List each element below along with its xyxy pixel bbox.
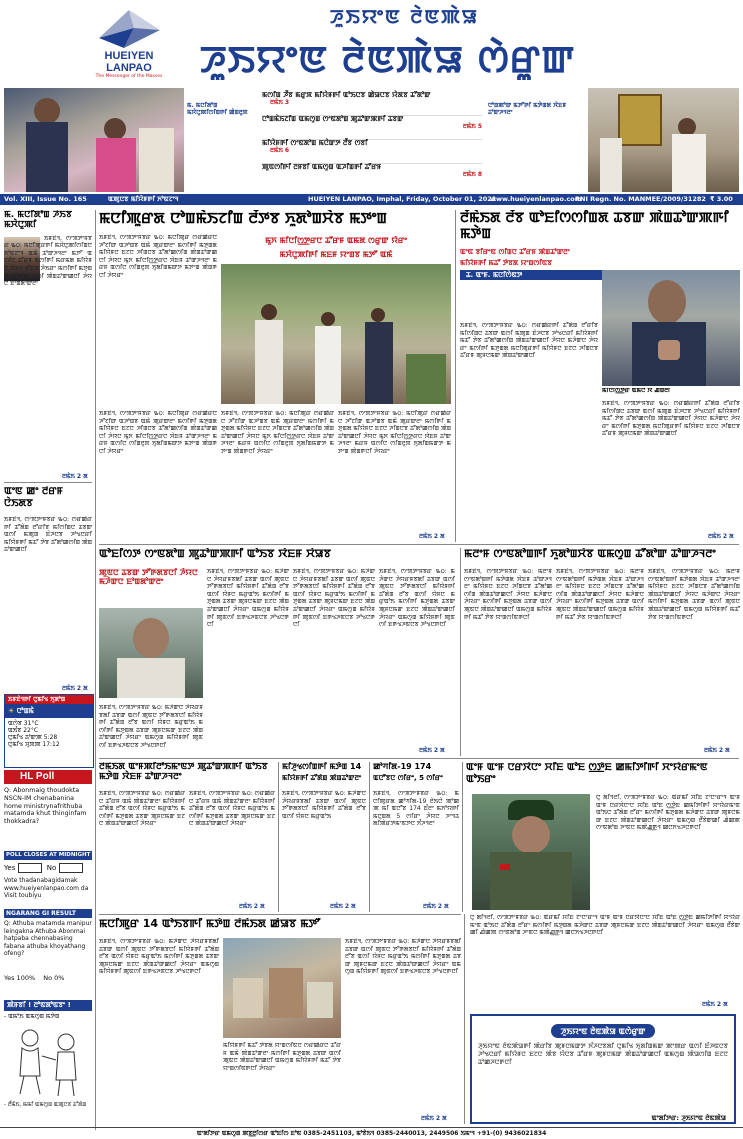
minister-photo-caption: ꯃꯤꯅꯤꯁ꯭ꯇꯔ ꯑꯃꯅ ꯋꯥ ꯉꯥꯡꯂꯤ: [602, 388, 671, 394]
covid-cont[interactable]: ꯂꯃꯥꯏ 2 ꯗ: [423, 903, 449, 910]
right-byline: ꯊ. ꯑꯦꯝ. ꯃꯅꯤꯁꯥꯟꯇ: [460, 270, 606, 280]
mid-right-body-col1: ꯏꯝꯐꯥꯜ, ꯁꯦꯞꯇꯦꯝꯕꯔ ꯳꯰: ꯃꯂꯦꯝ ꯁꯦꯟꯗꯣꯡꯒꯤ ꯃꯇꯥꯡꯗ ꯋꯥꯐꯝ ꯊꯣꯛꯍꯜꯂꯦ ꯃꯤꯌꯥꯝꯅ ꯐꯖꯅ ꯍꯤꯡꯅꯕ ꯊꯧꯗꯣꯀꯁꯤꯡ ꯄꯥꯡꯊꯣꯛꯀꯅꯤ ꯍꯥꯌꯅ ꯃꯍꯥꯛꯅ ꯍꯥꯌꯔꯦ ꯃꯁꯤꯒꯤ ꯃꯇꯨꯡꯗ ꯊꯕꯛ ꯑꯁꯤ ꯄꯨꯟꯅ ꯄꯥꯡꯊꯣꯛꯀꯅꯤ ꯑꯃꯁꯨꯡ ꯃꯤꯌꯥꯝꯒꯤ ꯃꯊꯧ ꯇꯥꯕ ꯌꯦꯡꯁꯤꯟꯒꯅꯤ: [464, 568, 552, 621]
dateline-tagline: ꯑꯄꯨꯅꯕ ꯃꯤꯌꯥꯝꯒꯤ ꯈꯣꯟꯖꯦꯜ: [108, 195, 179, 203]
covid-story: [373, 762, 459, 912]
right-cont[interactable]: ꯂꯃꯥꯏ 2 ꯗ: [708, 533, 734, 540]
website-link[interactable]: www.hueiyenlanpao.com: [490, 195, 582, 203]
poll-yes-checkbox[interactable]: [18, 863, 42, 873]
left-byline-title: ꯃ. ꯃꯅꯤꯗꯣꯡ ꯍꯥꯏꯕ ꯃꯆꯥꯅꯨꯄꯤ: [4, 210, 72, 231]
cartoon-caption-bottom: - ꯂꯩꯃꯥꯏ, ꯃꯃꯤ ꯑꯃꯁꯨꯡ ꯑꯄꯨꯅꯕ ꯊꯧꯗꯥꯡ: [4, 1102, 87, 1108]
teaser-item[interactable]: ꯃꯤꯌꯥꯝꯒꯤ ꯁꯦꯟꯗꯣꯡ ꯃꯅꯥꯛꯇ ꯂꯩꯕ ꯁꯕꯤ ꯂꯃꯥꯏ 6: [262, 140, 482, 164]
weather-line: ꯅꯨꯃꯤꯠ ꯊꯣꯛꯄ 5:28: [8, 734, 58, 741]
army-headline[interactable]: ꯑꯦꯝ ꯑꯦꯝ ꯅꯔꯋꯥꯅꯦ ꯆꯤꯐ ꯑꯣꯐ ꯁ꯭ꯇꯥꯐ ꯀꯃꯤꯇꯤꯒꯤ ꯆꯦꯌꯥꯔꯃꯦꯟ ꯑꯣꯏꯔꯦ: [466, 762, 708, 785]
poll-title: HL Poll: [4, 770, 92, 784]
weather-header: ꯏꯝꯐꯥꯜꯒꯤ ꯅꯨꯃꯤꯠ ꯈꯨꯗꯣꯡ: [5, 695, 93, 704]
price: ₹ 3.00: [710, 195, 733, 203]
weather-line: ꯑꯏꯪꯕ 22°C: [8, 727, 39, 734]
lead-body-col1: ꯏꯝꯐꯥꯜ, ꯁꯦꯞꯇꯦꯝꯕꯔ ꯳꯰: ꯃꯅꯤꯄꯨꯔ ꯁꯔꯀꯥꯔꯅ ꯍꯧꯖꯤꯛ ꯑꯍꯣꯡꯕ ꯑꯃꯥ ꯄꯨꯔꯛꯂꯦ ꯃꯁꯤꯒꯤ ꯃꯇꯨꯡꯗ ꯃꯤꯌꯥꯝꯅ ꯐꯖꯅ ꯍꯤꯡꯅꯕ ꯊꯧꯗꯣꯀꯁꯤꯡ ꯄꯥꯡꯊꯣꯛꯀꯅꯤ ꯍꯥꯌꯅ ꯃꯨꯈ ꯃꯤꯅꯤꯁ꯭ꯇꯔꯅ ꯋꯥꯐꯝ ꯊꯣꯛꯍꯜꯂꯦ ꯃꯔꯝ ꯑꯁꯤꯅ ꯁꯤꯡꯂꯨꯞ ꯈꯨꯗꯤꯡꯃꯛꯇ ꯃꯇꯦꯡ ꯄꯥꯡꯒꯅꯤ ꯍꯥꯌꯔꯦ: [99, 234, 217, 279]
lead-photo-caption-2: ꯃꯆꯥꯅꯨꯄꯤꯒꯤ ꯃꯐꯝ ꯌꯦꯡꯕ ꯃꯇꯧ ꯑꯃꯥ: [279, 250, 393, 259]
teaser-item[interactable]: ꯃꯁꯤꯡ ꯍꯩꯕ ꯃꯔꯨꯞ ꯃꯤꯌꯥꯝꯒꯤ ꯑꯣꯏꯅꯕ ꯀꯥꯎꯅꯕ ꯌꯥꯗꯕ ꯊꯧꯗꯣꯛ ꯂꯃꯥꯏ 3: [262, 92, 482, 116]
mid-left-body-col2: ꯏꯝꯐꯥꯜ, ꯁꯦꯞꯇꯦꯝꯕꯔ ꯳꯰: ꯃꯍꯥꯛꯅ ꯍꯥꯌꯔꯝꯕꯗꯤ ꯊꯕꯛ ꯑꯁꯤ ꯄꯨꯟꯅ ꯇꯧꯒꯗꯕꯅꯤ ꯃꯤꯌꯥꯝꯒꯤ ꯊꯧꯗꯥꯡ ꯂꯧꯕ ꯑꯁꯤ ꯌꯥꯝꯅ ꯃꯔꯨꯑꯣꯏ ꯃꯁꯤꯒꯤ ꯃꯇꯨꯡꯗ ꯊꯕꯛ ꯄꯨꯝꯅꯃꯛ ꯐꯖꯅ ꯄꯥꯡꯊꯣꯛꯀꯅꯤ ꯍꯥꯌꯔꯦ ꯑꯃꯁꯨꯡ ꯃꯤꯌꯥꯝꯒꯤ ꯄꯨꯟꯁꯤ ꯐꯒꯠꯍꯟꯅꯕ ꯍꯣꯠꯅꯒꯅꯤ: [207, 568, 289, 629]
right-body-col1: ꯏꯝꯐꯥꯜ, ꯁꯦꯞꯇꯦꯝꯕꯔ ꯳꯰: ꯁꯔꯀꯥꯔꯒꯤ ꯊꯧꯗꯥꯡ ꯂꯧꯔꯤꯕ ꯃꯤꯁꯤꯡꯅ ꯊꯕꯛ ꯑꯁꯤ ꯃꯄꯨꯡ ꯐꯥꯍꯅꯕ ꯍꯣꯠꯅꯔꯤ ꯃꯤꯌꯥꯝꯒꯤ ꯃꯊꯧ ꯇꯥꯕ ꯊꯧꯗꯣꯀꯁꯤꯡ ꯄꯥꯡꯊꯣꯛꯀꯅꯤ ꯍꯥꯌꯅ ꯃꯍꯥꯛꯅ ꯍꯥꯌꯔꯦ ꯃꯁꯤꯒꯤ ꯃꯇꯨꯡꯗ ꯃꯅꯤꯄꯨꯔꯒꯤ ꯃꯤꯌꯥꯝꯅ ꯐꯖꯅ ꯍꯤꯡꯅꯕ ꯊꯧꯔꯝ ꯄꯨꯝꯅꯃꯛ ꯄꯥꯡꯊꯣꯛꯀꯅꯤ: [460, 322, 598, 360]
lead-body-col3: ꯏꯝꯐꯥꯜ, ꯁꯦꯞꯇꯦꯝꯕꯔ ꯳꯰: ꯃꯅꯤꯄꯨꯔ ꯁꯔꯀꯥꯔꯅ ꯍꯧꯖꯤꯛ ꯑꯍꯣꯡꯕ ꯑꯃꯥ ꯄꯨꯔꯛꯂꯦ ꯃꯁꯤꯒꯤ ꯃꯇꯨꯡꯗ ꯃꯤꯌꯥꯝꯅ ꯐꯖꯅ ꯍꯤꯡꯅꯕ ꯊꯧꯗꯣꯀꯁꯤꯡ ꯄꯥꯡꯊꯣꯛꯀꯅꯤ ꯍꯥꯌꯅ ꯃꯨꯈ ꯃꯤꯅꯤꯁ꯭ꯇꯔꯅ ꯋꯥꯐꯝ ꯊꯣꯛꯍꯜꯂꯦ ꯃꯔꯝ ꯑꯁꯤꯅ ꯁꯤꯡꯂꯨꯞ ꯈꯨꯗꯤꯡꯃꯛꯇ ꯃꯇꯦꯡ ꯄꯥꯡꯒꯅꯤ ꯍꯥꯌꯔꯦ: [221, 410, 334, 455]
mid-left-story: [99, 548, 456, 756]
volume-issue: Vol. XIII, Issue No. 165: [4, 195, 87, 203]
right-kicker-2: ꯃꯤꯌꯥꯝꯒꯤ ꯃꯊꯧ ꯇꯥꯕꯗ ꯌꯦꯡꯁꯤꯟꯕ: [460, 259, 552, 268]
notice-signature: ꯑꯦꯗꯤꯇꯔ: ꯍꯨꯏꯌꯦꯟ ꯂꯥꯟꯄꯥꯎ: [651, 1114, 726, 1122]
left-story-1-cont[interactable]: ꯂꯃꯥꯏ 2 ꯗ: [62, 473, 88, 480]
teaser-item[interactable]: ꯄꯨꯟꯁꯤꯒꯤ ꯂꯝꯕꯤ ꯑꯃꯁꯨꯡ ꯑꯍꯤꯡꯒꯤ ꯊꯧꯔꯝ ꯂꯃꯥꯏ 8: [262, 163, 482, 178]
left-story-2-cont[interactable]: ꯂꯃꯥꯏ 2 ꯗ: [62, 685, 88, 692]
bottom-headline[interactable]: ꯃꯅꯤꯄꯨꯔ 14 ꯑꯣꯏꯕꯒꯤ ꯃꯇꯥꯡ ꯂꯩꯃꯥꯏꯗ ꯀꯥꯎꯕ ꯃꯇꯧ: [99, 918, 321, 930]
bottom-cont[interactable]: ꯂꯃꯥꯏ 2 ꯗ: [421, 1115, 447, 1122]
poll-result-title: NGARANG GI RESULT: [4, 909, 92, 918]
right-story: [460, 210, 740, 542]
cartoon-caption-top: - ꯑꯃꯣꯏ ꯑꯃꯁꯨꯡ ꯃꯇꯥꯡ: [4, 1013, 60, 1020]
army-chief-photo: [472, 794, 590, 910]
mid-right-headline[interactable]: ꯃꯂꯦꯝ ꯁꯦꯟꯗꯣꯡꯒꯤ ꯈꯨꯗꯣꯡꯆꯥꯕ ꯑꯃꯁꯨꯡ ꯊꯧꯗꯣꯛ ꯊꯣꯛꯍꯜꯂꯦ: [464, 548, 716, 560]
lower-mid-story: [282, 762, 366, 912]
mid-right-body-col2: ꯏꯝꯐꯥꯜ, ꯁꯦꯞꯇꯦꯝꯕꯔ ꯳꯰: ꯃꯂꯦꯝ ꯁꯦꯟꯗꯣꯡꯒꯤ ꯃꯇꯥꯡꯗ ꯋꯥꯐꯝ ꯊꯣꯛꯍꯜꯂꯦ ꯃꯤꯌꯥꯝꯅ ꯐꯖꯅ ꯍꯤꯡꯅꯕ ꯊꯧꯗꯣꯀꯁꯤꯡ ꯄꯥꯡꯊꯣꯛꯀꯅꯤ ꯍꯥꯌꯅ ꯃꯍꯥꯛꯅ ꯍꯥꯌꯔꯦ ꯃꯁꯤꯒꯤ ꯃꯇꯨꯡꯗ ꯊꯕꯛ ꯑꯁꯤ ꯄꯨꯟꯅ ꯄꯥꯡꯊꯣꯛꯀꯅꯤ ꯑꯃꯁꯨꯡ ꯃꯤꯌꯥꯝꯒꯤ ꯃꯊꯧ ꯇꯥꯕ ꯌꯦꯡꯁꯤꯟꯒꯅꯤ: [556, 568, 644, 621]
top-left-photo: [4, 88, 184, 192]
bottom-body-col1: ꯏꯝꯐꯥꯜ, ꯁꯦꯞꯇꯦꯝꯕꯔ ꯳꯰: ꯃꯍꯥꯛꯅ ꯍꯥꯌꯔꯝꯕꯗꯤ ꯊꯕꯛ ꯑꯁꯤ ꯄꯨꯟꯅ ꯇꯧꯒꯗꯕꯅꯤ ꯃꯤꯌꯥꯝꯒꯤ ꯊꯧꯗꯥꯡ ꯂꯧꯕ ꯑꯁꯤ ꯌꯥꯝꯅ ꯃꯔꯨꯑꯣꯏ ꯃꯁꯤꯒꯤ ꯃꯇꯨꯡꯗ ꯊꯕꯛ ꯄꯨꯝꯅꯃꯛ ꯐꯖꯅ ꯄꯥꯡꯊꯣꯛꯀꯅꯤ ꯍꯥꯌꯔꯦ ꯑꯃꯁꯨꯡ ꯃꯤꯌꯥꯝꯒꯤ ꯄꯨꯟꯁꯤ ꯐꯒꯠꯍꯟꯅꯕ ꯍꯣꯠꯅꯒꯅꯤ: [99, 938, 219, 976]
poll-result-question: Q: Athuba matamda manipur leingakna Athuba Abonmai hatpaba chennabasing fabana athuba khoyathang ofeng?: [4, 920, 92, 957]
army-body-col1: ꯅꯨ ꯗꯤꯜꯂꯤ, ꯁꯦꯞꯇꯦꯝꯕꯔ ꯳꯰: ꯑꯥꯔꯃꯤ ꯆꯤꯐ ꯖꯦꯅꯦꯔꯦꯜ ꯑꯦꯝ ꯑꯦꯝ ꯅꯔꯋꯥꯅꯦꯅ ꯆꯤꯐ ꯑꯣꯐ ꯁ꯭ꯇꯥꯐ ꯀꯃꯤꯇꯤꯒꯤ ꯆꯦꯌꯥꯔꯃꯦꯟ ꯑꯣꯏꯅ ꯊꯧꯗꯥꯡ ꯂꯧꯔꯦ ꯃꯁꯤꯒꯤ ꯃꯇꯨꯡꯗ ꯃꯍꯥꯛꯅ ꯊꯕꯛ ꯄꯨꯝꯅꯃꯛ ꯐꯖꯅ ꯄꯥꯡꯊꯣꯛꯀꯅꯤ ꯍꯥꯌꯔꯦ ꯑꯃꯁꯨꯡ ꯂꯩꯕꯥꯛꯀꯤ ꯉꯥꯀꯄ ꯁꯦꯟꯗꯣꯡ ꯍꯦꯟꯅ ꯃꯄꯥꯉ꯭ꯒꯜ ꯀꯅꯈꯠꯍꯅꯒꯅꯤ: [596, 794, 740, 832]
lead-body-col4: ꯏꯝꯐꯥꯜ, ꯁꯦꯞꯇꯦꯝꯕꯔ ꯳꯰: ꯃꯅꯤꯄꯨꯔ ꯁꯔꯀꯥꯔꯅ ꯍꯧꯖꯤꯛ ꯑꯍꯣꯡꯕ ꯑꯃꯥ ꯄꯨꯔꯛꯂꯦ ꯃꯁꯤꯒꯤ ꯃꯇꯨꯡꯗ ꯃꯤꯌꯥꯝꯅ ꯐꯖꯅ ꯍꯤꯡꯅꯕ ꯊꯧꯗꯣꯀꯁꯤꯡ ꯄꯥꯡꯊꯣꯛꯀꯅꯤ ꯍꯥꯌꯅ ꯃꯨꯈ ꯃꯤꯅꯤꯁ꯭ꯇꯔꯅ ꯋꯥꯐꯝ ꯊꯣꯛꯍꯜꯂꯦ ꯃꯔꯝ ꯑꯁꯤꯅ ꯁꯤꯡꯂꯨꯞ ꯈꯨꯗꯤꯡꯃꯛꯇ ꯃꯇꯦꯡ ꯄꯥꯡꯒꯅꯤ ꯍꯥꯌꯔꯦ: [338, 410, 451, 455]
mid-left-cont[interactable]: ꯂꯃꯥꯏ 2 ꯗ: [419, 747, 445, 754]
lead-cont[interactable]: ꯂꯃꯥꯏ 2 ꯗ: [419, 533, 445, 540]
weather-line: ꯅꯨꯃꯤꯠ ꯆꯨꯞꯄ 17:12: [8, 741, 60, 748]
notice-body: ꯍꯨꯏꯌꯦꯟ ꯂꯥꯟꯄꯥꯎꯒꯤ ꯄꯥꯔꯤꯕ ꯄꯨꯝꯅꯃꯛꯇ ꯈꯪꯍꯅꯕꯗꯤ ꯅꯨꯃꯤꯠ ꯈꯨꯗꯤꯡꯃꯛ ꯄꯦꯄꯔ ꯑꯁꯤ ꯐꯪꯍꯟꯅꯕ ꯍꯣꯠꯅꯔꯤ ꯃꯤꯌꯥꯝꯅ ꯐꯖꯅ ꯄꯥꯕ ꯌꯥꯅꯕ ꯊꯧꯔꯝ ꯄꯨꯝꯅꯃꯛ ꯄꯥꯡꯊꯣꯛꯀꯅꯤ ꯑꯃꯁꯨꯡ ꯄꯥꯎꯁꯤꯡ ꯐꯖꯅ ꯊꯣꯀꯍꯅꯒꯅꯤ: [478, 1042, 728, 1066]
covid-headline[interactable]: ꯀꯣꯚꯤꯗ-19 174: [373, 762, 432, 771]
left-column: [4, 210, 92, 1130]
logo-tagline: The Messenger of the Masses: [95, 74, 163, 79]
footer-bar: [0, 1127, 743, 1139]
dateline-center: HUEIYEN LANPAO, Imphal, Friday, October 01, 2021: [308, 195, 497, 203]
lead-photo-caption-1: ꯃꯨꯈ ꯃꯤꯅꯤꯁ꯭ꯇꯔꯅ ꯊꯧꯔꯝ ꯑꯃꯗ ꯁꯔꯨꯛ ꯌꯥꯔꯦ: [265, 236, 407, 245]
footer-text: ꯑꯦꯗꯤꯇꯔ ꯑꯃꯁꯨꯡ ꯄꯕ꯭ꯂꯤꯁꯔ ꯑꯣꯐꯤꯁ ꯐꯣꯟ 0385-2451103, ꯃꯣꯕꯥꯏꯜ 0385-2440013, 2449506 ꯏꯃꯦꯜ +91-(0) 9436021834: [196, 1130, 547, 1137]
right-headline[interactable]: ꯂꯩꯃꯥꯏꯗ ꯂꯩꯕ ꯑꯣꯐꯤꯁꯁꯤꯡꯗ ꯊꯕꯛ ꯄꯥꯡꯊꯣꯛꯄꯒꯤ ꯃꯇꯥꯡ: [460, 210, 729, 243]
cartoon-drawing-icon: [4, 1020, 92, 1098]
lower-mid-headline[interactable]: ꯃꯤꯍꯨꯠꯁꯤꯡꯒꯤ ꯃꯇꯥꯡ 14: [282, 762, 362, 771]
lower-left-body-col2: ꯏꯝꯐꯥꯜ, ꯁꯦꯞꯇꯦꯝꯕꯔ ꯳꯰: ꯁꯔꯀꯥꯔꯅ ꯊꯧꯔꯝ ꯑꯃꯥ ꯄꯥꯡꯊꯣꯛꯂꯦ ꯃꯤꯌꯥꯝꯒꯤ ꯊꯧꯗꯥꯡ ꯂꯧꯕ ꯑꯁꯤ ꯌꯥꯝꯅ ꯃꯔꯨꯑꯣꯏ ꯃꯁꯤꯒꯤ ꯃꯇꯨꯡꯗ ꯊꯕꯛ ꯄꯨꯝꯅꯃꯛ ꯐꯖꯅ ꯄꯥꯡꯊꯣꯛꯀꯅꯤ ꯍꯥꯌꯔꯦ: [189, 790, 275, 828]
teaser-item[interactable]: ꯅꯣꯡꯃꯥꯏꯖꯤꯡ ꯑꯃꯁꯨꯡ ꯁꯦꯟꯗꯣꯡ ꯄꯨꯊꯣꯛꯄꯒꯤ ꯊꯕꯛ ꯂꯃꯥꯏ 5: [262, 116, 482, 140]
left-story-2-title: ꯑꯦꯟ ꯀꯦ ꯂꯩꯔꯝ ꯅꯥꯏꯗꯕ: [4, 486, 63, 509]
bottom-body-col3: ꯏꯝꯐꯥꯜ, ꯁꯦꯞꯇꯦꯝꯕꯔ ꯳꯰: ꯃꯍꯥꯛꯅ ꯍꯥꯌꯔꯝꯕꯗꯤ ꯊꯕꯛ ꯑꯁꯤ ꯄꯨꯟꯅ ꯇꯧꯒꯗꯕꯅꯤ ꯃꯤꯌꯥꯝꯒꯤ ꯊꯧꯗꯥꯡ ꯂꯧꯕ ꯑꯁꯤ ꯌꯥꯝꯅ ꯃꯔꯨꯑꯣꯏ ꯃꯁꯤꯒꯤ ꯃꯇꯨꯡꯗ ꯊꯕꯛ ꯄꯨꯝꯅꯃꯛ ꯐꯖꯅ ꯄꯥꯡꯊꯣꯛꯀꯅꯤ ꯍꯥꯌꯔꯦ ꯑꯃꯁꯨꯡ ꯃꯤꯌꯥꯝꯒꯤ ꯄꯨꯟꯁꯤ ꯐꯒꯠꯍꯟꯅꯕ ꯍꯣꯠꯅꯒꯅꯤ: [345, 938, 461, 976]
poll-closes: POLL CLOSES AT MIDNIGHT: [6, 852, 91, 858]
left-story-1: ꯏꯝꯐꯥꯜ, ꯁꯦꯞꯇꯦꯝꯕꯔ ꯳꯰: ꯃꯅꯤꯄꯨꯔꯒꯤ ꯃꯆꯥꯅꯨꯄꯤꯁꯤꯡꯅ ꯈꯣꯟꯖꯦꯜ ꯑꯃꯥ ꯊꯣꯛꯍꯜꯂꯦ ꯃꯇꯧ ꯑꯁꯤꯅ ꯊꯧꯔꯝ ꯑꯁꯤꯒꯤ ꯃꯔꯃꯗ ꯃꯤꯌꯥꯝꯅ ꯋꯥꯈꯜ ꯂꯧꯅꯕ ꯍꯥꯏꯔꯦ ꯃꯁꯤꯒꯤ ꯃꯇꯨꯡꯗ ꯊꯧꯗꯣꯛ ꯑꯁꯤ ꯄꯥꯡꯊꯣꯛꯀꯅꯤ ꯍꯥꯌꯅ ꯐꯣꯡꯗꯣꯛꯂꯦ: [4, 234, 92, 288]
lower-mid-sub: ꯃꯤꯌꯥꯝꯒꯤ ꯊꯧꯗꯥꯡ ꯄꯥꯡꯊꯣꯛꯂꯦ: [282, 774, 362, 782]
lead-photo: [221, 264, 451, 404]
lower-left-story: [99, 762, 275, 912]
left-teaser: ꯃ. ꯃꯅꯤꯗꯣꯡ ꯃꯆꯥꯅꯨꯄꯤꯁꯤꯡꯒꯤ ꯀꯥꯡꯂꯨꯞ: [187, 102, 248, 116]
army-body-col2: ꯅꯨ ꯗꯤꯜꯂꯤ, ꯁꯦꯞꯇꯦꯝꯕꯔ ꯳꯰: ꯑꯥꯔꯃꯤ ꯆꯤꯐ ꯖꯦꯅꯦꯔꯦꯜ ꯑꯦꯝ ꯑꯦꯝ ꯅꯔꯋꯥꯅꯦꯅ ꯆꯤꯐ ꯑꯣꯐ ꯁ꯭ꯇꯥꯐ ꯀꯃꯤꯇꯤꯒꯤ ꯆꯦꯌꯥꯔꯃꯦꯟ ꯑꯣꯏꯅ ꯊꯧꯗꯥꯡ ꯂꯧꯔꯦ ꯃꯁꯤꯒꯤ ꯃꯇꯨꯡꯗ ꯃꯍꯥꯛꯅ ꯊꯕꯛ ꯄꯨꯝꯅꯃꯛ ꯐꯖꯅ ꯄꯥꯡꯊꯣꯛꯀꯅꯤ ꯍꯥꯌꯔꯦ ꯑꯃꯁꯨꯡ ꯂꯩꯕꯥꯛꯀꯤ ꯉꯥꯀꯄ ꯁꯦꯟꯗꯣꯡ ꯍꯦꯟꯅ ꯃꯄꯥꯉ꯭ꯒꯜ ꯀꯅꯈꯠꯍꯅꯒꯅꯤ: [470, 914, 740, 937]
bottom-body-col2: ꯃꯤꯌꯥꯝꯒꯤ ꯃꯊꯧ ꯇꯥꯕꯗ ꯌꯦꯡꯁꯤꯟꯅ ꯁꯔꯀꯥꯔꯅ ꯊꯧꯔꯝ ꯑꯃꯥ ꯄꯥꯡꯊꯣꯛꯂꯦ ꯃꯁꯤꯒꯤ ꯃꯇꯨꯡꯗ ꯊꯕꯛ ꯑꯁꯤ ꯄꯨꯟꯅ ꯄꯥꯡꯊꯣꯛꯀꯅꯤ ꯑꯃꯁꯨꯡ ꯃꯤꯌꯥꯝꯒꯤ ꯃꯊꯧ ꯇꯥꯕ ꯌꯦꯡꯁꯤꯟꯒꯅꯤ ꯍꯥꯌꯔꯦ: [223, 1042, 341, 1072]
cartoon-title: ꯄꯥꯝꯕꯤ ! ꯂꯣꯟꯗꯣꯟꯕꯦ !: [4, 1000, 92, 1011]
covid-body: ꯏꯝꯐꯥꯜ, ꯁꯦꯞꯇꯦꯝꯕꯔ ꯳꯰: ꯃꯅꯤꯄꯨꯔꯗ ꯀꯣꯚꯤꯗ-19 ꯂꯥꯏꯅꯥ ꯄꯣꯀꯄ ꯃꯤ ꯑꯅꯧꯕ 174 ꯐꯪꯂꯦ ꯃꯈꯣꯌꯒꯤ ꯃꯅꯨꯡꯗ 5 ꯁꯤꯔꯦ ꯍꯥꯌꯅ ꯍꯦꯜꯊ ꯗꯤꯄꯥꯔꯇꯃꯦꯟꯇꯅ ꯈꯪꯍꯜꯂꯦ: [373, 790, 459, 828]
poll-yes-pct: Yes 100%: [4, 974, 36, 982]
lead-headline[interactable]: ꯃꯅꯤꯄꯨꯔꯗ ꯅꯣꯡꯃꯥꯏꯖꯤꯡ ꯂꯩꯇꯕ ꯈꯨꯗꯣꯡꯆꯥꯕ ꯃꯇꯦꯡ: [99, 210, 387, 227]
bottom-photo: [223, 938, 341, 1038]
dateline-bar: [0, 194, 743, 205]
army-story: [466, 762, 740, 912]
mid-left-body-col4: ꯏꯝꯐꯥꯜ, ꯁꯦꯞꯇꯦꯝꯕꯔ ꯳꯰: ꯃꯍꯥꯛꯅ ꯍꯥꯌꯔꯝꯕꯗꯤ ꯊꯕꯛ ꯑꯁꯤ ꯄꯨꯟꯅ ꯇꯧꯒꯗꯕꯅꯤ ꯃꯤꯌꯥꯝꯒꯤ ꯊꯧꯗꯥꯡ ꯂꯧꯕ ꯑꯁꯤ ꯌꯥꯝꯅ ꯃꯔꯨꯑꯣꯏ ꯃꯁꯤꯒꯤ ꯃꯇꯨꯡꯗ ꯊꯕꯛ ꯄꯨꯝꯅꯃꯛ ꯐꯖꯅ ꯄꯥꯡꯊꯣꯛꯀꯅꯤ ꯍꯥꯌꯔꯦ ꯑꯃꯁꯨꯡ ꯃꯤꯌꯥꯝꯒꯤ ꯄꯨꯟꯁꯤ ꯐꯒꯠꯍꯟꯅꯕ ꯍꯣꯠꯅꯒꯅꯤ: [379, 568, 455, 629]
mid-left-headline[interactable]: ꯑꯣꯐꯤꯁꯇ ꯁꯦꯟꯗꯣꯡ ꯄꯨꯊꯣꯛꯄꯒꯤ ꯑꯣꯏꯕ ꯋꯥꯐꯝ ꯆꯥꯎꯕ: [99, 548, 331, 560]
logo-name: HUEIYEN LANPAO: [104, 50, 154, 74]
mid-right-story: [464, 548, 740, 756]
right-teaser[interactable]: ꯅꯣꯡꯄꯣꯛ ꯃꯇꯧꯒꯤ ꯃꯇꯥꯡꯗ ꯋꯥꯐꯝ ꯊꯣꯛꯍꯜꯂꯦ: [488, 102, 567, 116]
poll-vote-note[interactable]: Vote thadanabagidamak www.hueiyenlanpao.com da Visit toubiyu: [4, 877, 89, 899]
mid-left-body-col3: ꯏꯝꯐꯥꯜ, ꯁꯦꯞꯇꯦꯝꯕꯔ ꯳꯰: ꯃꯍꯥꯛꯅ ꯍꯥꯌꯔꯝꯕꯗꯤ ꯊꯕꯛ ꯑꯁꯤ ꯄꯨꯟꯅ ꯇꯧꯒꯗꯕꯅꯤ ꯃꯤꯌꯥꯝꯒꯤ ꯊꯧꯗꯥꯡ ꯂꯧꯕ ꯑꯁꯤ ꯌꯥꯝꯅ ꯃꯔꯨꯑꯣꯏ ꯃꯁꯤꯒꯤ ꯃꯇꯨꯡꯗ ꯊꯕꯛ ꯄꯨꯝꯅꯃꯛ ꯐꯖꯅ ꯄꯥꯡꯊꯣꯛꯀꯅꯤ ꯍꯥꯌꯔꯦ ꯑꯃꯁꯨꯡ ꯃꯤꯌꯥꯝꯒꯤ ꯄꯨꯟꯁꯤ ꯐꯒꯠꯍꯟꯅꯕ ꯍꯣꯠꯅꯒꯅꯤ: [293, 568, 375, 629]
lower-left-headline[interactable]: ꯂꯩꯃꯥꯏꯗ ꯑꯦꯝꯄꯤꯂꯣꯏꯃꯦꯟꯇ ꯄꯨꯊꯣꯛꯄꯒꯤ ꯑꯣꯏꯕ ꯃꯇꯥꯡ ꯋꯥꯐꯝ ꯊꯣꯛꯍꯜꯂꯦ: [99, 762, 268, 783]
mid-right-cont[interactable]: ꯂꯃꯥꯏ 2 ꯗ: [704, 747, 730, 754]
teaser-list[interactable]: [262, 92, 482, 187]
top-strip: [0, 88, 743, 194]
army-cont[interactable]: ꯂꯃꯥꯏ 2 ꯗ: [702, 1001, 728, 1008]
top-right-photo: [588, 88, 739, 192]
poll-no-pct: No 0%: [43, 974, 65, 982]
mid-right-body-col3: ꯏꯝꯐꯥꯜ, ꯁꯦꯞꯇꯦꯝꯕꯔ ꯳꯰: ꯃꯂꯦꯝ ꯁꯦꯟꯗꯣꯡꯒꯤ ꯃꯇꯥꯡꯗ ꯋꯥꯐꯝ ꯊꯣꯛꯍꯜꯂꯦ ꯃꯤꯌꯥꯝꯅ ꯐꯖꯅ ꯍꯤꯡꯅꯕ ꯊꯧꯗꯣꯀꯁꯤꯡ ꯄꯥꯡꯊꯣꯛꯀꯅꯤ ꯍꯥꯌꯅ ꯃꯍꯥꯛꯅ ꯍꯥꯌꯔꯦ ꯃꯁꯤꯒꯤ ꯃꯇꯨꯡꯗ ꯊꯕꯛ ꯑꯁꯤ ꯄꯨꯟꯅ ꯄꯥꯡꯊꯣꯛꯀꯅꯤ ꯑꯃꯁꯨꯡ ꯃꯤꯌꯥꯝꯒꯤ ꯃꯊꯧ ꯇꯥꯕ ꯌꯦꯡꯁꯤꯟꯒꯅꯤ: [648, 568, 740, 621]
hl-poll: HL Poll Q: Abonmaig thoudokta NSCN-IM chenabanina home ministrynafrithuba matamda khut thinginfam thokkadra? POLL CLOSES AT MIDNIGHT Yes No Vote thadanabagidamak www.hueiyenlanpao.com da Visit toubiyu NGARANG GI RESULT Q: Athuba matamda manipur leingakna Athuba Abonmai hatpaba chennabasing fabana athuba khoyathang ofeng? Yes 100% No 0%: [4, 771, 92, 982]
lead-story: [99, 210, 452, 542]
army-story-continued: [470, 914, 740, 1006]
weather-label: ☀ ꯅꯣꯡꯃꯥ: [5, 704, 93, 718]
lower-left-cont[interactable]: ꯂꯃꯥꯏ 2 ꯗ: [239, 903, 265, 910]
cartoon-box: [4, 1000, 92, 1130]
poll-no-checkbox[interactable]: [59, 863, 83, 873]
weather-box: [4, 694, 94, 768]
poll-question: Q: Abonmaig thoudokta NSCN-IM chenabanina home ministrynafrithuba matamda khut thinginfam thokkadra?: [4, 787, 87, 826]
notice-title: ꯍꯨꯏꯌꯦꯟ ꯂꯥꯟꯄꯥꯎ ꯑꯁꯥꯔꯨꯛ: [472, 1019, 734, 1038]
mid-left-quote: ꯄꯨꯟꯅ ꯊꯕꯛ ꯇꯧꯒꯗꯕꯅꯤ ꯍꯥꯌꯅ ꯃꯍꯥꯛꯅ ꯐꯣꯡꯗꯣꯛꯂꯦ: [99, 568, 198, 587]
left-story-2: ꯏꯝꯐꯥꯜ, ꯁꯦꯞꯇꯦꯝꯕꯔ ꯳꯰: ꯁꯔꯀꯥꯔꯒꯤ ꯊꯧꯗꯥꯡ ꯂꯧꯔꯤꯕ ꯃꯤꯁꯤꯡꯅ ꯊꯕꯛ ꯑꯁꯤ ꯃꯄꯨꯡ ꯐꯥꯍꯅꯕ ꯍꯣꯠꯅꯔꯤ ꯃꯤꯌꯥꯝꯒꯤ ꯃꯊꯧ ꯇꯥꯕ ꯊꯧꯗꯣꯀꯁꯤꯡ ꯄꯥꯡꯊꯣꯛꯀꯅꯤ: [4, 516, 92, 554]
logo: [84, 8, 174, 86]
right-body-col2: ꯏꯝꯐꯥꯜ, ꯁꯦꯞꯇꯦꯝꯕꯔ ꯳꯰: ꯁꯔꯀꯥꯔꯒꯤ ꯊꯧꯗꯥꯡ ꯂꯧꯔꯤꯕ ꯃꯤꯁꯤꯡꯅ ꯊꯕꯛ ꯑꯁꯤ ꯃꯄꯨꯡ ꯐꯥꯍꯅꯕ ꯍꯣꯠꯅꯔꯤ ꯃꯤꯌꯥꯝꯒꯤ ꯃꯊꯧ ꯇꯥꯕ ꯊꯧꯗꯣꯀꯁꯤꯡ ꯄꯥꯡꯊꯣꯛꯀꯅꯤ ꯍꯥꯌꯅ ꯃꯍꯥꯛꯅ ꯍꯥꯌꯔꯦ ꯃꯁꯤꯒꯤ ꯃꯇꯨꯡꯗ ꯃꯅꯤꯄꯨꯔꯒꯤ ꯃꯤꯌꯥꯝꯅ ꯐꯖꯅ ꯍꯤꯡꯅꯕ ꯊꯧꯔꯝ ꯄꯨꯝꯅꯃꯛ ꯄꯥꯡꯊꯣꯛꯀꯅꯤ: [602, 400, 740, 438]
paper-bird-logo-icon: [94, 8, 164, 50]
rni-number: RNI Regn. No. MANMEE/2009/31282: [575, 195, 706, 203]
masthead-title: ꯍꯨꯏꯌꯦꯟ ꯂꯥꯟꯄꯥꯎ ꯁꯥꯔꯨꯛ: [200, 38, 576, 81]
bottom-story: [99, 918, 461, 1124]
masthead: [0, 0, 743, 88]
lower-mid-body: ꯏꯝꯐꯥꯜ, ꯁꯦꯞꯇꯦꯝꯕꯔ ꯳꯰: ꯃꯍꯥꯛꯅ ꯍꯥꯌꯔꯝꯕꯗꯤ ꯊꯕꯛ ꯑꯁꯤ ꯄꯨꯟꯅ ꯇꯧꯒꯗꯕꯅꯤ ꯃꯤꯌꯥꯝꯒꯤ ꯊꯧꯗꯥꯡ ꯂꯧꯕ ꯑꯁꯤ ꯌꯥꯝꯅ ꯃꯔꯨꯑꯣꯏ: [282, 790, 366, 820]
speaker-photo: [99, 608, 203, 698]
lower-left-body-col1: ꯏꯝꯐꯥꯜ, ꯁꯦꯞꯇꯦꯝꯕꯔ ꯳꯰: ꯁꯔꯀꯥꯔꯅ ꯊꯧꯔꯝ ꯑꯃꯥ ꯄꯥꯡꯊꯣꯛꯂꯦ ꯃꯤꯌꯥꯝꯒꯤ ꯊꯧꯗꯥꯡ ꯂꯧꯕ ꯑꯁꯤ ꯌꯥꯝꯅ ꯃꯔꯨꯑꯣꯏ ꯃꯁꯤꯒꯤ ꯃꯇꯨꯡꯗ ꯊꯕꯛ ꯄꯨꯝꯅꯃꯛ ꯐꯖꯅ ꯄꯥꯡꯊꯣꯛꯀꯅꯤ ꯍꯥꯌꯔꯦ: [99, 790, 185, 828]
lower-mid-cont[interactable]: ꯂꯃꯥꯏ 2 ꯗ: [330, 903, 356, 910]
masthead-title-top: ꯍꯨꯏꯌꯦꯟ ꯂꯥꯟꯄꯥꯎ: [330, 6, 479, 28]
right-kicker: ꯑꯦꯟ ꯕꯤꯔꯦꯟ ꯁꯤꯡꯅ ꯊꯧꯔꯝ ꯄꯥꯡꯊꯣꯛꯂꯦ: [460, 248, 570, 256]
notice-box: [470, 1014, 736, 1124]
sun-cloud-icon: ☀: [8, 707, 15, 715]
covid-sub: ꯑꯅꯧꯕꯅ ꯁꯤꯔꯦ, 5 ꯁꯤꯔꯦ: [373, 774, 443, 782]
lead-body-col2: ꯏꯝꯐꯥꯜ, ꯁꯦꯞꯇꯦꯝꯕꯔ ꯳꯰: ꯃꯅꯤꯄꯨꯔ ꯁꯔꯀꯥꯔꯅ ꯍꯧꯖꯤꯛ ꯑꯍꯣꯡꯕ ꯑꯃꯥ ꯄꯨꯔꯛꯂꯦ ꯃꯁꯤꯒꯤ ꯃꯇꯨꯡꯗ ꯃꯤꯌꯥꯝꯅ ꯐꯖꯅ ꯍꯤꯡꯅꯕ ꯊꯧꯗꯣꯀꯁꯤꯡ ꯄꯥꯡꯊꯣꯛꯀꯅꯤ ꯍꯥꯌꯅ ꯃꯨꯈ ꯃꯤꯅꯤꯁ꯭ꯇꯔꯅ ꯋꯥꯐꯝ ꯊꯣꯛꯍꯜꯂꯦ ꯃꯔꯝ ꯑꯁꯤꯅ ꯁꯤꯡꯂꯨꯞ ꯈꯨꯗꯤꯡꯃꯛꯇ ꯃꯇꯦꯡ ꯄꯥꯡꯒꯅꯤ ꯍꯥꯌꯔꯦ: [99, 410, 217, 455]
weather-line: ꯑꯁꯥꯕ 31°C: [8, 720, 39, 727]
mid-left-body-col1: ꯏꯝꯐꯥꯜ, ꯁꯦꯞꯇꯦꯝꯕꯔ ꯳꯰: ꯃꯍꯥꯛꯅ ꯍꯥꯌꯔꯝꯕꯗꯤ ꯊꯕꯛ ꯑꯁꯤ ꯄꯨꯟꯅ ꯇꯧꯒꯗꯕꯅꯤ ꯃꯤꯌꯥꯝꯒꯤ ꯊꯧꯗꯥꯡ ꯂꯧꯕ ꯑꯁꯤ ꯌꯥꯝꯅ ꯃꯔꯨꯑꯣꯏ ꯃꯁꯤꯒꯤ ꯃꯇꯨꯡꯗ ꯊꯕꯛ ꯄꯨꯝꯅꯃꯛ ꯐꯖꯅ ꯄꯥꯡꯊꯣꯛꯀꯅꯤ ꯍꯥꯌꯔꯦ ꯑꯃꯁꯨꯡ ꯃꯤꯌꯥꯝꯒꯤ ꯄꯨꯟꯁꯤ ꯐꯒꯠꯍꯟꯅꯕ ꯍꯣꯠꯅꯒꯅꯤ: [99, 704, 203, 749]
minister-photo: [602, 270, 740, 386]
